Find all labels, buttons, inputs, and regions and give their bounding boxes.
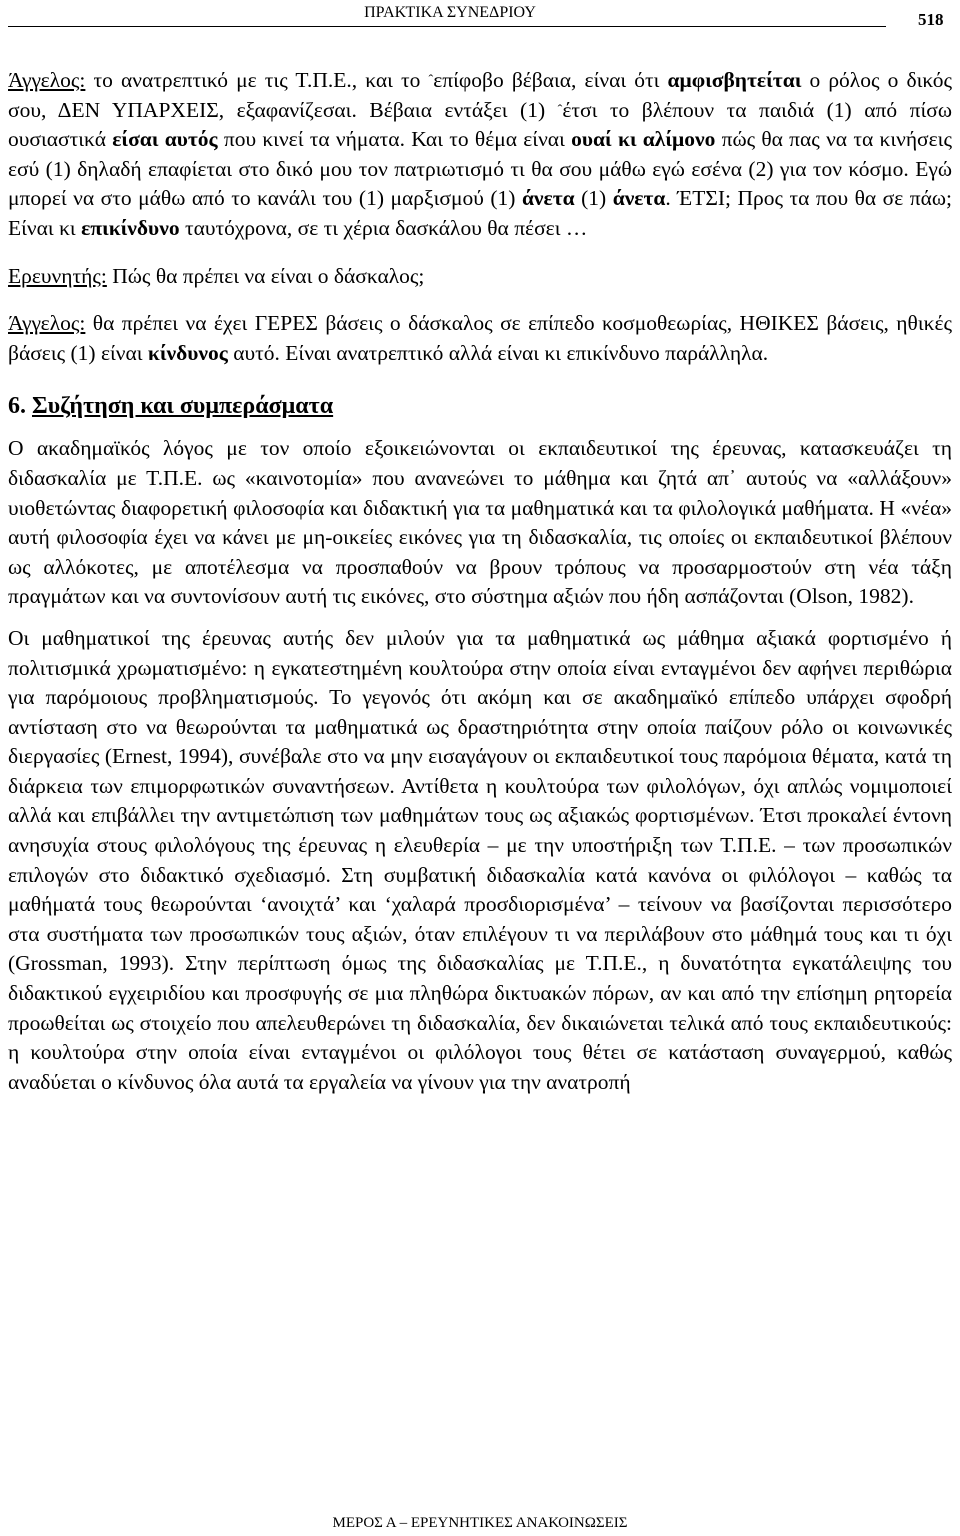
interview-turn-angelos-2: Άγγελος: θα πρέπει να έχει ΓΕΡΕΣ βάσεις ο δάσκαλος σε επίπεδο κοσμοθεωρίας, ΗΘΙΚΕΣ βάσεις, ηθικές βάσεις (1) είναι κίνδυνος αυτό. Είναι ανατρεπτικό αλλά είναι κι επικίνδυνο παράλληλα. — [8, 311, 952, 365]
interview-turn-angelos-1: Άγγελος: το ανατρεπτικό με τις Τ.Π.Ε., και το $^ˆ$επίφοβο βέβαια, είναι ότι αμφισβητείται ο ρόλος ο δικός σου, ΔΕΝ ΥΠΑΡΧΕΙΣ, εξαφανίζεσαι. Βέβαια εντάξει (1) $^ˆ$έτσι το βλέπουν τα παιδιά (1) από πίσω ουσιαστικά είσαι αυτός που κινεί τα νήματα. Και το θέμα είναι ουαί κι αλίμονο πώς θα πας να τα κινήσεις εσύ (1) δηλαδή επαφίεται στο δικό μου τον πατριωτισμό τι θα σου μάθω εγώ εσένα (2) για τον κόσμο. Εγώ μπορεί να στο μάθω από το κανάλι του (1) μαρξισμού (1) άνετα (1) άνετα. ΈΤΣΙ; Προς τα που θα σε πάω; Είναι κι επικίνδυνο ταυτόχρονα, σε τι χέρια δασκάλου θα πέσει … — [8, 68, 953, 240]
page-number: 518 — [918, 10, 944, 29]
body-paragraph-2: Οι μαθηματικοί της έρευνας αυτής δεν μιλούν για τα μαθηματικά ως μάθημα αξιακά φορτισμένο ή πολιτισμικά χρωματισμένο: η εγκατεστημένη κουλτούρα στην οποία είναι ενταγμένοι δεν αφήνει περιθώρια για παρόμοιους προβληματισμούς. Το γεγονός ότι ακόμη και σε ακαδημαϊκό επίπεδο υπάρχει σφοδρή αντίσταση στο να θεωρούνται τα μαθηματικά ως δραστηριότητα στην οποία παίζουν ρόλο οι κοινωνικές διεργασίες (Ernest, 1994), συνέβαλε στο να μην εισαγάγουν οι εκπαιδευτικοί τους παρόμοια θέματα, κατά τη διάρκεια των επιμορφωτικών συναντήσεων. Αντίθετα η κουλτούρα των φιλολόγων, όχι απλώς νομιμοποιεί αλλά και επιβάλλει την αντιμετώπιση των μαθημάτων τους ως αξιακώς φορτισμένων. Έτσι προκαλεί έντονη ανησυχία στους φιλολόγους της έρευνας η ελευθερία – με την υποστήριξη των Τ.Π.Ε. – των προσωπικών επιλογών στο διδακτικό σχεδιασμό. Στη συμβατική διδασκαλία κατά κανόνα οι φιλόλογοι – καθώς τα μαθήματά τους θεωρούνται ‘ανοιχτά’ και ‘χαλαρά προσδιορισμένα’ – τείνουν να βασίζονται περισσότερο στα συστήματα των προσωπικών τους αξιών, όταν επιλέγουν τι να περιλάβουν στο μάθημά τους και τι όχι (Grossman, 1993). Στην περίπτωση όμως της διδασκαλίας με Τ.Π.Ε., η δυνατότητα εγκατάλειψης του διδακτικού εγχειριδίου και προσφυγής σε μια πληθώρα δικτυακών πόρων, αν και από την επίσημη ρητορεία προωθείται ως στοιχείο που απελευθερώνει τη διδασκαλία, δεν δικαιώνεται τελικά από τους εκπαιδευτικούς: η κουλτούρα στην οποία είναι ενταγμένοι οι φιλόλογοι τους θέτει σε κατάσταση συναγερμού, καθώς αναδύεται ο κίνδυνος όλα αυτά τα εργαλεία να γίνουν για την ανατροπή — [8, 625, 952, 1094]
speaker-label: Ερευνητής: — [8, 263, 107, 288]
section-heading: 6. Συζήτηση και συμπεράσματα — [8, 393, 334, 420]
running-header: ΠΡΑΚΤΙΚΑ ΣΥΝΕΔΡΙΟΥ — [364, 4, 536, 21]
interview-turn-researcher: Ερευνητής: Πώς θα πρέπει να είναι ο δάσκαλος; — [8, 263, 425, 288]
speaker-label: Άγγελος: — [8, 311, 86, 336]
speaker-label: Άγγελος: — [8, 68, 86, 92]
page-body — [8, 66, 952, 1097]
header-rule — [8, 26, 886, 27]
running-footer: ΜΕΡΟΣ Α – ΕΡΕΥΝΗΤΙΚΕΣ ΑΝΑΚΟΙΝΩΣΕΙΣ — [332, 1515, 628, 1531]
body-paragraph-1: Ο ακαδημαϊκός λόγος με τον οποίο εξοικειώνονται οι εκπαιδευτικοί της έρευνας, κατασκευάζει τη διδασκαλία με Τ.Π.Ε. ως «καινοτομία» που ανανεώνει το μάθημα και ζητά απ᾽ αυτούς να «αλλάξουν» υιοθετώντας διαφορετική φιλοσοφία και διδακτική για τα μαθηματικά και τα φιλολογικά μαθήματα. Η «νέα» αυτή φιλοσοφία έχει να κάνει με μη-οικείες εικόνες για τη διδασκαλία, τις οποίες οι εκπαιδευτικοί βλέπουν ως αλλόκοτες, με αποτέλεσμα να προσπαθούν να βρουν τρόπους να προσαρμοστούν στη νέα τάξη πραγμάτων και να συντονίσουν αυτή τις εικόνες, στο σύστημα αξιών που ήδη ασπάζονται (Olson, 1982). — [8, 436, 952, 609]
